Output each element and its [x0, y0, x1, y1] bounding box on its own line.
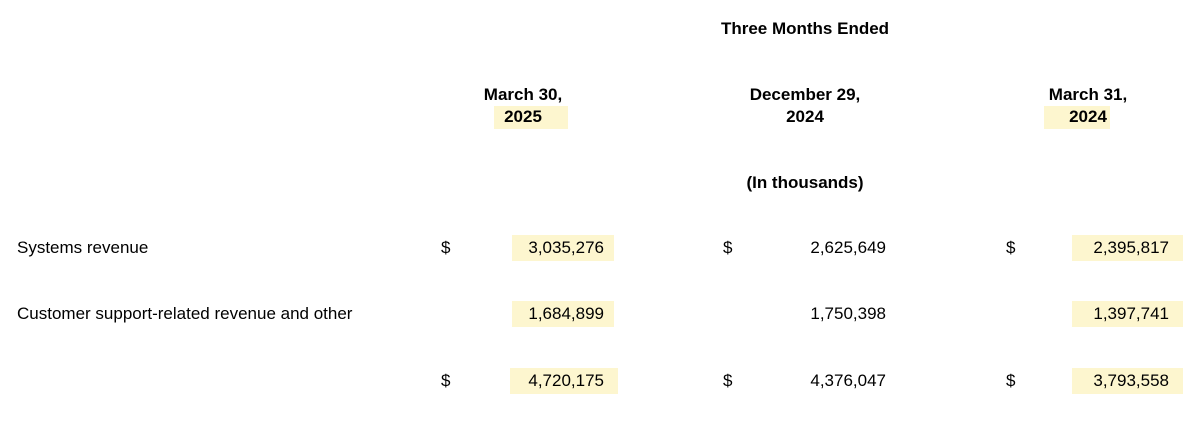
col1-date-line1: March 30, [483, 85, 563, 104]
col2-date-line2: 2024 [786, 107, 824, 126]
col2-date-line1: December 29, [749, 85, 861, 104]
row3-col2-value: 4,376,047 [810, 371, 886, 390]
units-note: (In thousands) [746, 173, 864, 192]
row1-col2-value: 2,625,649 [810, 238, 886, 257]
row2-col2-value: 1,750,398 [810, 304, 886, 323]
row1-col3-currency: $ [1006, 238, 1016, 257]
row2-col3-value: 1,397,741 [1093, 304, 1169, 323]
row3-col3-value: 3,793,558 [1093, 371, 1169, 390]
row3-col2-currency: $ [723, 371, 733, 390]
row1-col1-value: 3,035,276 [528, 238, 604, 257]
col3-date-line2: 2024 [1069, 107, 1107, 126]
period-title: Three Months Ended [720, 19, 890, 38]
row-label-systems-revenue: Systems revenue [17, 238, 149, 257]
col3-date-line1: March 31, [1048, 85, 1128, 104]
row3-col3-currency: $ [1006, 371, 1016, 390]
row-label-customer-support-revenue: Customer support-related revenue and other [17, 304, 353, 323]
row1-col3-value: 2,395,817 [1093, 238, 1169, 257]
row2-col1-value: 1,684,899 [528, 304, 604, 323]
row1-col1-currency: $ [441, 238, 451, 257]
row3-col1-value: 4,720,175 [528, 371, 604, 390]
col1-date-line2: 2025 [504, 107, 542, 126]
row3-col1-currency: $ [441, 371, 451, 390]
row1-col2-currency: $ [723, 238, 733, 257]
